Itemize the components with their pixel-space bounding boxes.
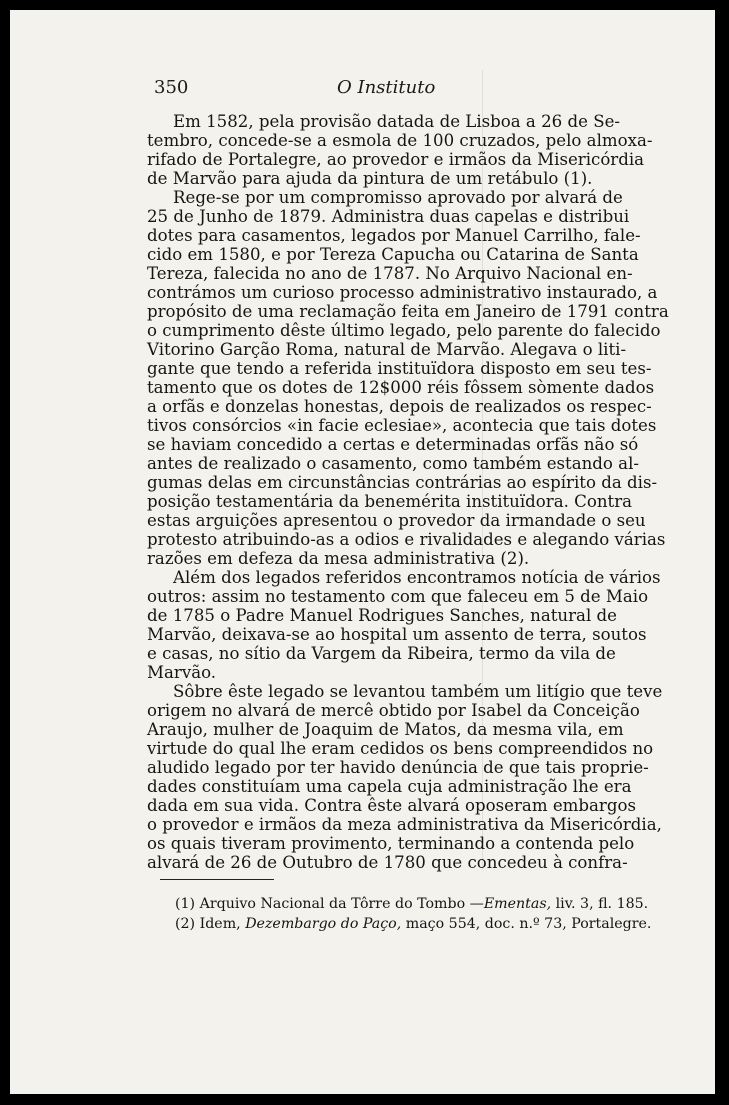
text-line: Vitorino Garção Roma, natural de Marvão. Alegava o liti- [147,340,627,359]
text-line: Sôbre êste legado se levantou também um litígio que teve [173,682,663,701]
footnote-1 [175,894,649,914]
text-line: dades constituíam uma capela cuja administração lhe era [147,777,632,796]
text-line: outros: assim no testamento com que faleceu em 5 de Maio [147,587,649,606]
text-line: de Marvão para ajuda da pintura de um retábulo (1). [147,169,593,188]
text-line: virtude do qual lhe eram cedidos os bens compreendidos no [147,739,654,758]
footnote-text: Arquivo Nacional da Tôrre do Tombo — [199,896,484,912]
text-line: o provedor e irmãos da meza administrativa da Misericórdia, [147,815,662,834]
text-line: Em 1582, pela provisão datada de Lisboa a 26 de Se- [173,112,620,131]
footnote-text: Idem, [199,916,241,932]
text-line: antes de realizado o casamento, como também estando al- [147,454,639,473]
text-line: Tereza, falecida no ano de 1787. No Arquivo Nacional en- [147,264,633,283]
footnote-text-tail: maço 554, doc. n.º 73, Portalegre. [401,916,652,932]
text-line: o cumprimento dêste último legado, pelo parente do falecido [147,321,661,340]
footnote-marker: (1) [175,896,196,912]
text-line: rifado de Portalegre, ao provedor e irmãos da Misericórdia [147,150,645,169]
text-line: tivos consórcios «in facie eclesiae», acontecia que tais dotes [147,416,657,435]
text-line: razões em defeza da mesa administrativa (2). [147,549,530,568]
text-line: Marvão, deixava-se ao hospital um assento de terra, soutos [147,625,647,644]
text-line: cido em 1580, e por Tereza Capucha ou Catarina de Santa [147,245,639,264]
text-line: dada em sua vida. Contra êste alvará oposeram embargos [147,796,636,815]
body-text [147,112,669,872]
footnote-marker: (2) [175,916,196,932]
text-line: gante que tendo a referida instituïdora disposto em seu tes- [147,359,652,378]
footnote-rule [160,879,274,880]
text-line: aludido legado por ter havido denúncia de que tais proprie- [147,758,649,777]
text-line: estas arguições apresentou o provedor da irmandade o seu [147,511,646,530]
text-line: gumas delas em circunstâncias contrárias ao espírito da dis- [147,473,658,492]
text-line: contrámos um curioso processo administrativo instaurado, a [147,283,658,302]
text-line: origem no alvará de mercê obtido por Isabel da Conceição [147,701,640,720]
text-line: tembro, concede-se a esmola de 100 cruzados, pelo almoxa- [147,131,653,150]
text-line: a orfãs e donzelas honestas, depois de realizados os respec- [147,397,652,416]
footnote-text-tail: liv. 3, fl. 185. [551,896,649,912]
text-line: dotes para casamentos, legados por Manuel Carrilho, fale- [147,226,641,245]
footnotes [175,894,652,934]
text-line: alvará de 26 de Outubro de 1780 que concedeu à confra- [147,853,628,872]
footnote-italic-title: Ementas, [483,896,552,912]
text-line: Rege-se por um compromisso aprovado por alvará de [173,188,623,207]
text-line: se haviam concedido a certas e determinadas orfãs não só [147,435,639,454]
text-line: 25 de Junho de 1879. Administra duas capelas e distribui [147,207,630,226]
text-line: posição testamentária da benemérita instituïdora. Contra [147,492,633,511]
text-line: os quais tiveram provimento, terminando a contenda pelo [147,834,635,853]
text-line: de 1785 o Padre Manuel Rodrigues Sanches, natural de [147,606,617,625]
page-number: 350 [154,77,189,98]
text-line: protesto atribuindo-as a odios e rivalidades e alegando várias [147,530,666,549]
text-line: Marvão. [147,663,217,682]
text-line: Além dos legados referidos encontramos notícia de vários [173,568,661,587]
footnote-italic-title: Dezembargo do Paço, [245,916,402,932]
running-title: O Instituto [337,77,436,98]
text-line: tamento que os dotes de 12$000 réis fôssem sòmente dados [147,378,655,397]
text-line: propósito de uma reclamação feita em Janeiro de 1791 contra [147,302,669,321]
text-line: e casas, no sítio da Vargem da Ribeira, termo da vila de [147,644,616,663]
footnote-2 [175,914,652,934]
text-line: Araujo, mulher de Joaquim de Matos, da mesma vila, em [147,720,624,739]
